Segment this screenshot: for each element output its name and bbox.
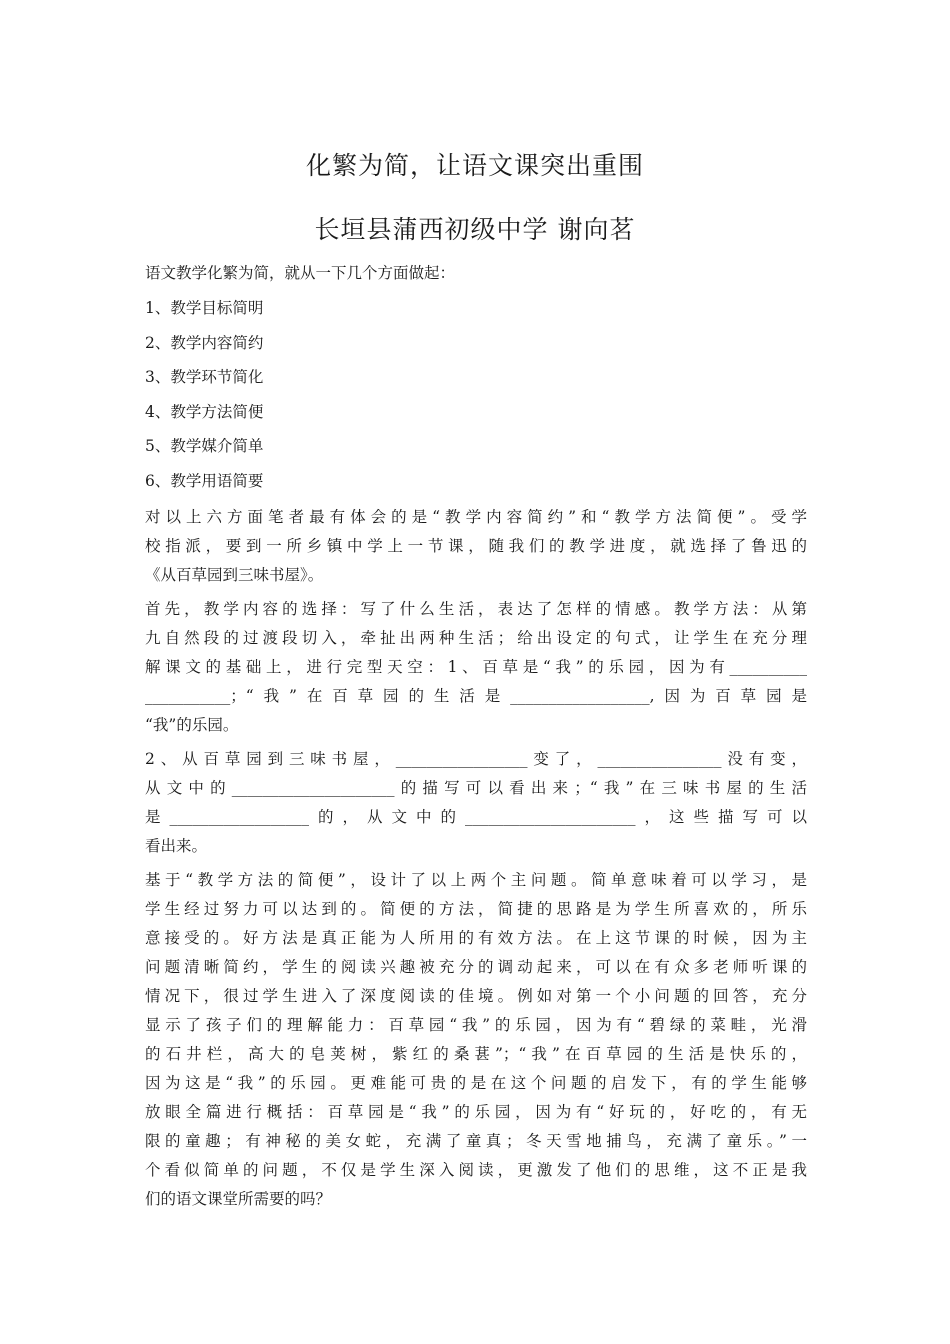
paragraph-4-line: 个看似简单的问题，不仅是学生深入阅读，更激发了他们的思维，这不正是我	[145, 1161, 807, 1179]
list-item: 5、教学媒介简单	[145, 437, 264, 455]
paragraph-4-line: 情况下，很过学生进入了深度阅读的佳境。例如对第一个小问题的回答，充分	[145, 987, 807, 1005]
intro-line: 语文教学化繁为简，就从一下几个方面做起：	[145, 264, 456, 282]
paragraph-4-line: 限的童趣；有神秘的美女蛇，充满了童真；冬天雪地捕鸟，充满了童乐。”一	[145, 1132, 807, 1150]
list-item: 2、教学内容简约	[145, 334, 264, 352]
paragraph-3-line: 是__________________的，从文中的______________________，这些描写可以	[145, 808, 807, 826]
paragraph-3-line: 从文中的_____________________的描写可以看出来；“我”在三味书屋的生活	[145, 779, 807, 797]
paragraph-3-line: 2、从百草园到三味书屋，_________________变了，________________没有变，	[145, 750, 807, 768]
paragraph-2-line: 九自然段的过渡段切入，牵扯出两种生活；给出设定的句式，让学生在充分理	[145, 629, 807, 647]
paragraph-3-line: 看出来。	[145, 837, 208, 855]
author-line: 长垣县蒲西初级中学 谢向茗	[314, 215, 636, 244]
document-title: 化繁为简，让语文课突出重围	[305, 151, 644, 180]
list-item: 4、教学方法简便	[145, 403, 264, 421]
paragraph-2-line: 解课文的基础上，进行完型天空：1、百草是“我”的乐园，因为有__________	[145, 658, 807, 676]
paragraph-1-line: 校指派，要到一所乡镇中学上一节课，随我们的教学进度，就选择了鲁迅的	[145, 537, 807, 555]
paragraph-2-line: 首先，教学内容的选择：写了什么生活，表达了怎样的情感。教学方法：从第	[145, 600, 807, 618]
paragraph-4-line: 放眼全篇进行概括：百草园是“我”的乐园，因为有“好玩的，好吃的，有无	[145, 1103, 807, 1121]
paragraph-4-line: 们的语文课堂所需要的吗？	[145, 1190, 332, 1208]
paragraph-2-line: ___________；“我”在百草园的生活是__________________,因为百草园是	[145, 687, 807, 705]
paragraph-4-line: 问题清晰简约，学生的阅读兴趣被充分的调动起来，可以在有众多老师听课的	[145, 958, 807, 976]
paragraph-4-line: 的石井栏，高大的皂荚树，紫红的桑葚”；“我”在百草园的生活是快乐的，	[145, 1045, 807, 1063]
paragraph-1-line: 对以上六方面笔者最有体会的是“教学内容简约”和“教学方法简便”。受学	[145, 508, 807, 526]
paragraph-2-line: “我”的乐园。	[145, 716, 239, 734]
list-item: 1、教学目标简明	[145, 299, 264, 317]
list-item: 3、教学环节简化	[145, 368, 264, 386]
paragraph-4-line: 因为这是“我”的乐园。更难能可贵的是在这个问题的启发下，有的学生能够	[145, 1074, 807, 1092]
paragraph-4-line: 意接受的。好方法是真正能为人所用的有效方法。在上这节课的时候，因为主	[145, 929, 807, 947]
paragraph-1-line: 《从百草园到三味书屋》。	[145, 566, 324, 584]
paragraph-4-line: 基于“教学方法的简便”，设计了以上两个主问题。简单意味着可以学习，是	[145, 871, 807, 889]
list-item: 6、教学用语简要	[145, 472, 264, 490]
paragraph-4-line: 学生经过努力可以达到的。简便的方法，简捷的思路是为学生所喜欢的，所乐	[145, 900, 807, 918]
document-body	[145, 0, 807, 1344]
paragraph-4-line: 显示了孩子们的理解能力：百草园“我”的乐园，因为有“碧绿的菜畦，光滑	[145, 1016, 807, 1034]
